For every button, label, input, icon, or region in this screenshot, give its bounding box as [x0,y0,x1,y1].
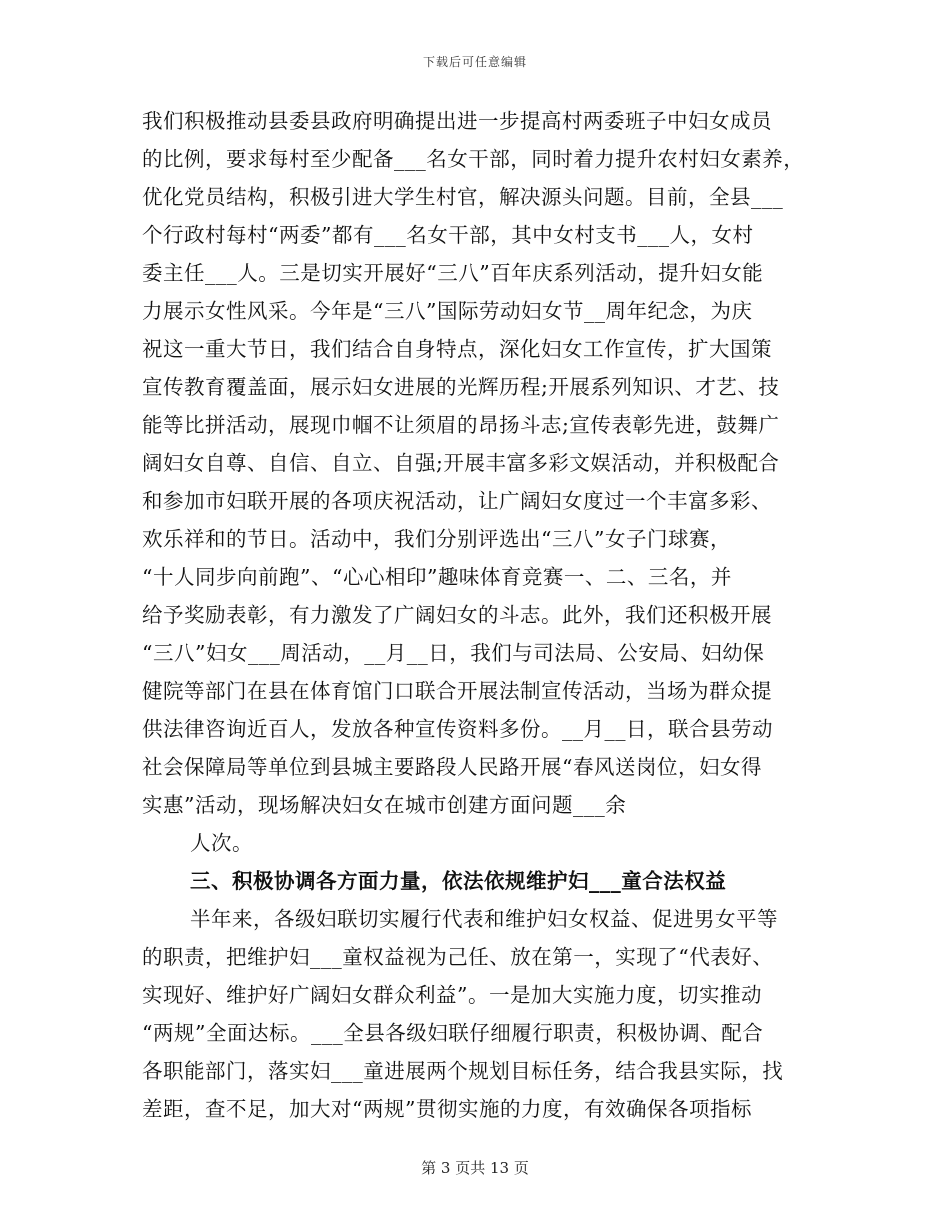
body-line: 我们积极推动县委县政府明确提出进一步提高村两委班子中妇女成员 [142,109,772,133]
body-line: 健院等部门在县在体育馆门口联合开展法制宣传活动，当场为群众提 [142,679,772,703]
body-line: 的职责，把维护妇___童权益视为己任、放在第一，实现了“代表好、 [142,945,774,969]
body-line: 人次。 [190,831,253,855]
body-line: 个行政村每村“两委”都有___名女干部，其中女村支书___人，女村 [142,223,754,247]
body-line: 和参加市妇联开展的各项庆祝活动，让广阔妇女度过一个丰富多彩、 [142,489,772,513]
body-line: 半年来，各级妇联切实履行代表和维护妇女权益、促进男女平等 [190,907,778,931]
body-line: 祝这一重大节日，我们结合自身特点，深化妇女工作宣传，扩大国策 [142,337,772,361]
body-line: 实现好、维护好广阔妇女群众利益”。一是加大实施力度，切实推动 [142,983,762,1007]
body-line: 欢乐祥和的节日。活动中，我们分别评选出“三八”女子门球赛， [142,527,731,551]
body-line: “两规”全面达标。___全县各级妇联仔细履行职责，积极协调、配合 [142,1021,764,1045]
body-line: 阔妇女自尊、自信、自立、自强;开展丰富多彩文娱活动，并积极配合 [142,451,780,475]
body-line: 力展示女性风采。今年是“三八”国际劳动妇女节__周年纪念，为庆 [142,299,753,323]
body-line: 宣传教育覆盖面，展示妇女进展的光辉历程;开展系列知识、才艺、技 [142,375,780,399]
body-line: 各职能部门，落实妇___童进展两个规划目标任务，结合我县实际，找 [142,1059,784,1083]
body-line: “十人同步向前跑”、“心心相印”趣味体育竞赛一、二、三名，并 [142,565,732,589]
body-line: 实惠”活动，现场解决妇女在城市创建方面问题___余 [142,793,627,817]
page-header: 下载后可任意编辑 [422,55,527,69]
body-line: 供法律咨询近百人，发放各种宣传资料多份。__月__日，联合县劳动 [142,717,773,741]
body-line: 给予奖励表彰，有力激发了广阔妇女的斗志。此外，我们还积极开展 [142,603,772,627]
body-line: 能等比拼活动，展现巾帼不让须眉的昂扬斗志;宣传表彰先进，鼓舞广 [142,413,780,437]
section-heading: 三、积极协调各方面力量，依法依规维护妇___童合法权益 [190,869,727,893]
body-line: 的比例，要求每村至少配备___名女干部，同时着力提升农村妇女素养， [142,147,805,171]
body-line: “三八”妇女___周活动，__月__日，我们与司法局、公安局、妇幼保 [142,641,765,665]
body-line: 差距，查不足，加大对“两规”贯彻实施的力度，有效确保各项指标 [142,1097,752,1121]
body-line: 社会保障局等单位到县城主要路段人民路开展“春风送岗位，妇女得 [142,755,762,779]
body-line: 委主任___人。三是切实开展好“三八”百年庆系列活动，提升妇女能 [142,261,764,285]
page-footer: 第 3 页共 13 页 [421,1159,529,1177]
body-line: 优化党员结构，积极引进大学生村官，解决源头问题。目前，全县___ [142,185,784,209]
